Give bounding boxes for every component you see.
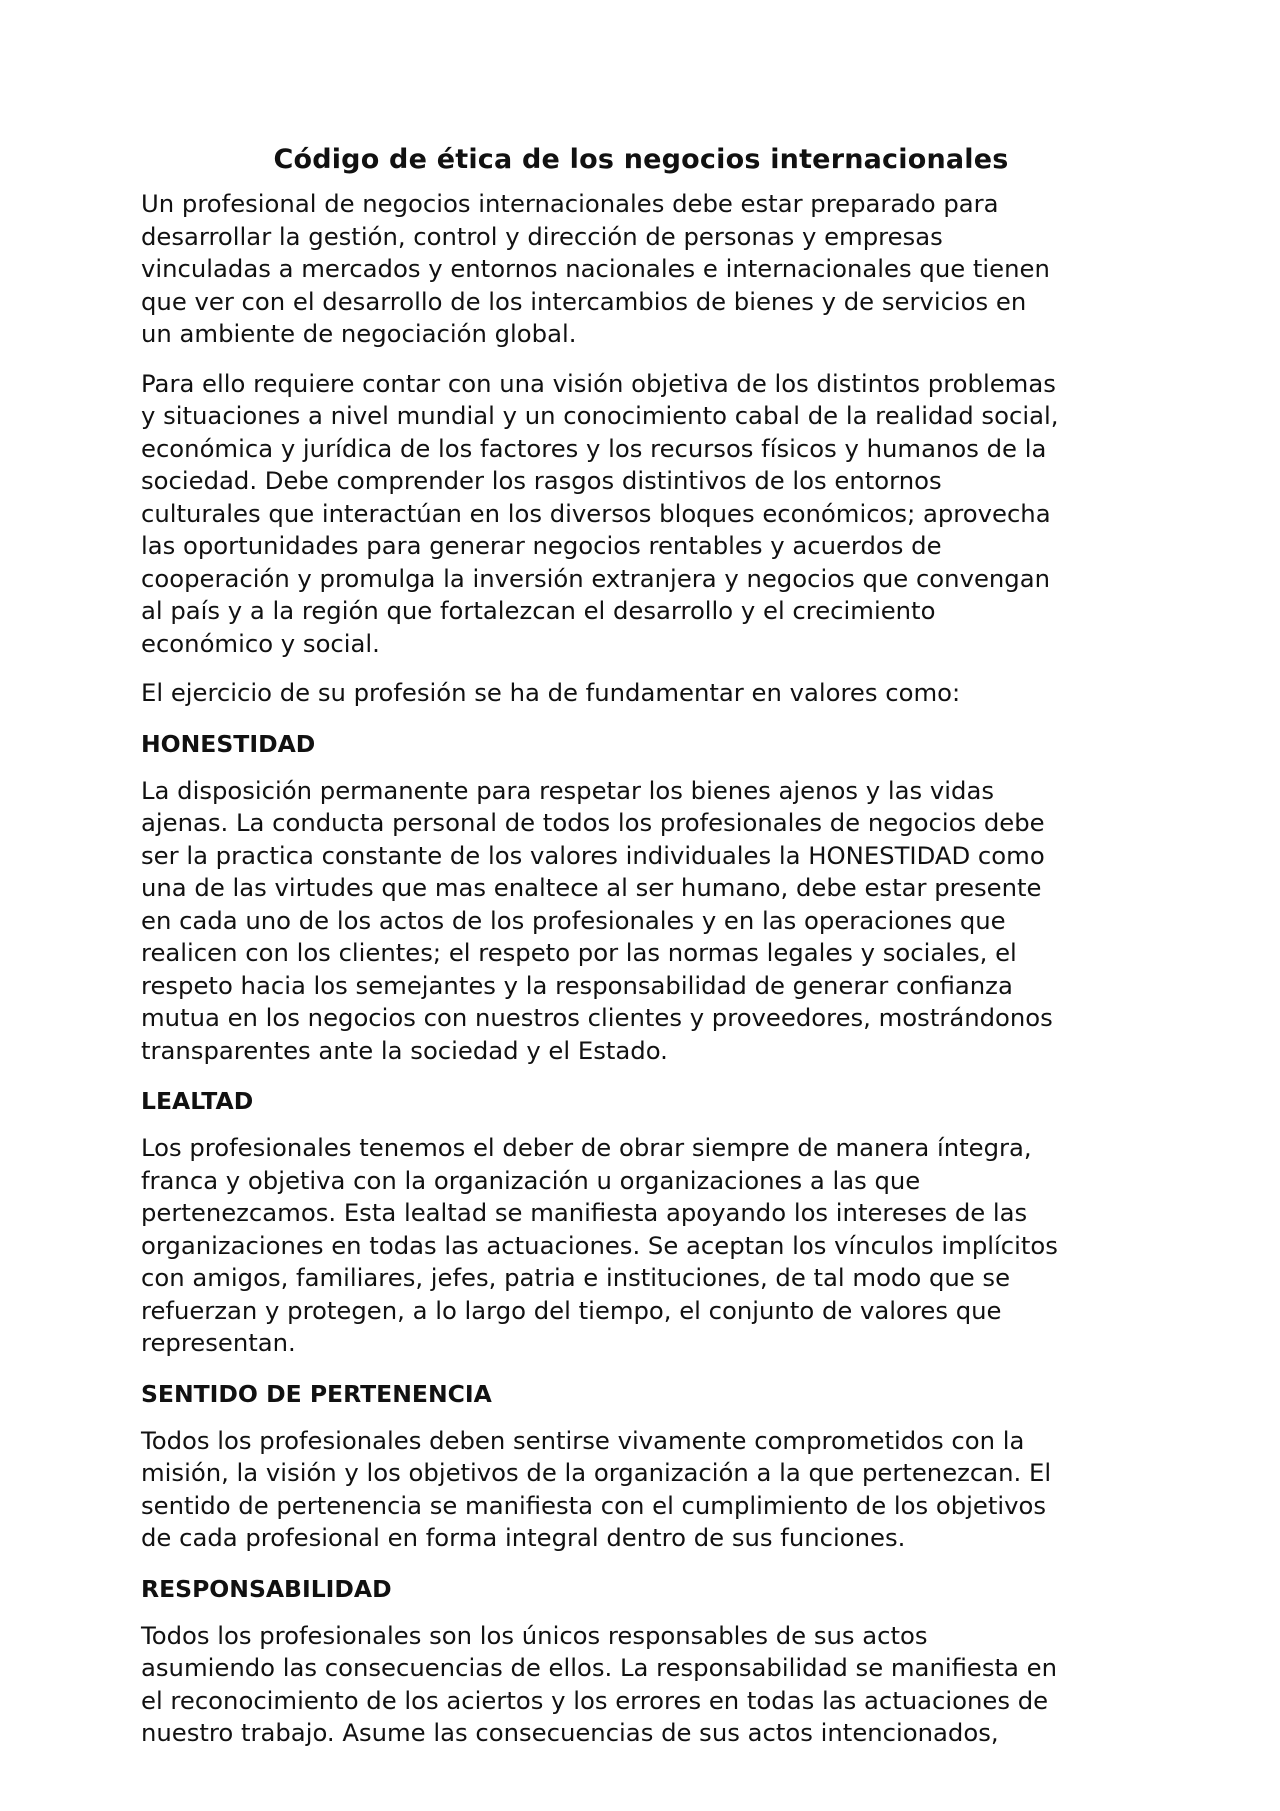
document-page	[141, 140, 1141, 1767]
document-title: Código de ética de los negocios internacionales	[273, 144, 1009, 175]
section-text-honestidad: La disposición permanente para respetar los bienes ajenos y las vidas ajenas. La conducta personal de todos los profesionales de negocios debe ser la practica constante de los valores individuales la HONESTIDAD como una de las virtudes que mas enaltece al ser humano, debe estar presente en cada uno de los actos de los profesionales y en las operaciones que realicen con los clientes; el respeto por las normas legales y sociales, el respeto hacia los semejantes y la responsabilidad de generar confianza mutua en los negocios con nuestros clientes y proveedores, mostrándonos transparentes ante la sociedad y el Estado.	[141, 775, 1053, 1065]
section-text-responsabilidad: Todos los profesionales son los únicos responsables de sus actos asumiendo las consecuencias de ellos. La responsabilidad se manifiesta en el reconocimiento de los aciertos y los errores en todas las actuaciones de nuestro trabajo. Asume las consecuencias de sus actos intencionados,	[141, 1620, 1057, 1747]
vision-paragraph: Para ello requiere contar con una visión objetiva de los distintos problemas y situaciones a nivel mundial y un conocimiento cabal de la realidad social, económica y jurídica de los factores y los recursos físicos y humanos de la sociedad. Debe comprender los rasgos distintivos de los entornos culturales que interactúan en los diversos bloques económicos; aprovecha las oportunidades para generar negocios rentables y acuerdos de cooperación y promulga la inversión extranjera y negocios que convengan al país y a la región que fortalezcan el desarrollo y el crecimiento económico y social.	[141, 368, 1059, 658]
section-heading-honestidad: HONESTIDAD	[141, 729, 316, 758]
values-intro-paragraph: El ejercicio de su profesión se ha de fundamentar en valores como:	[141, 678, 961, 707]
section-heading-responsabilidad: RESPONSABILIDAD	[141, 1574, 392, 1603]
intro-paragraph: Un profesional de negocios internacionales debe estar preparado para desarrollar la gestión, control y dirección de personas y empresas vinculadas a mercados y entornos nacionales e internacionales que tienen que ver con el desarrollo de los intercambios de bienes y de servicios en un ambiente de negociación global.	[141, 189, 1050, 348]
section-honestidad	[141, 727, 1141, 1068]
section-heading-lealtad: LEALTAD	[141, 1087, 254, 1115]
section-text-sentido-de-pertenencia: Todos los profesionales deben sentirse vivamente comprometidos con la misión, la visión y los objetivos de la organización a la que pertenezcan. El sentido de pertenencia se manifiesta con el cumplimiento de los objetivos de cada profesional en forma integral dentro de sus funciones.	[141, 1425, 1052, 1552]
section-text-lealtad: Los profesionales tenemos el deber de obrar siempre de manera íntegra, franca y objetiva con la organización u organizaciones a las que pertenezcamos. Esta lealtad se manifiesta apoyando los intereses de las organizaciones en todas las actuaciones. Se aceptan los vínculos implícitos con amigos, familiares, jefes, patria e instituciones, de tal modo que se refuerzan y protegen, a lo largo del tiempo, el conjunto de valores que representan.	[141, 1133, 1058, 1357]
section-lealtad	[141, 1084, 1141, 1360]
section-responsabilidad	[141, 1572, 1141, 1750]
section-heading-sentido-de-pertenencia: SENTIDO DE PERTENENCIA	[141, 1379, 492, 1408]
section-sentido-de-pertenencia	[141, 1377, 1141, 1555]
